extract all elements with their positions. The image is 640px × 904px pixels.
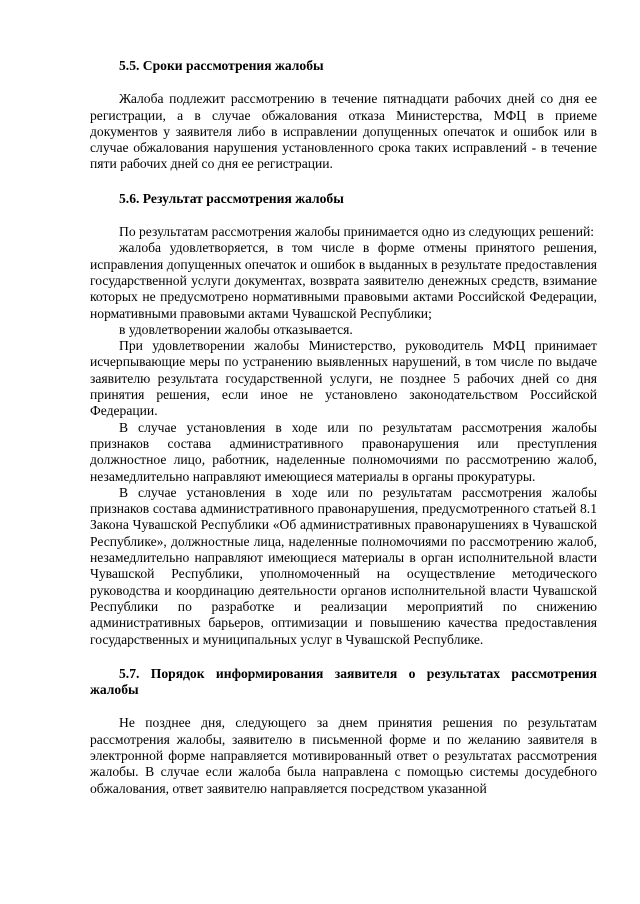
paragraph: При удовлетворении жалобы Министерство, руководитель МФЦ принимает исчерпывающие меры по устранению выявленных нарушений, в том числе по выдаче заявителю результата государственной услуги, не позднее 5 рабочих дней со дня принятия решения, если иное не установлено законодательством Российской Федерации. xyxy=(90,338,597,419)
section-title: 5.6. Результат рассмотрения жалобы xyxy=(119,190,344,206)
paragraph: По результатам рассмотрения жалобы принимается одно из следующих решений: xyxy=(119,224,595,240)
section-title: 5.5. Сроки рассмотрения жалобы xyxy=(119,58,324,73)
section-5-7 xyxy=(90,666,597,797)
section-5-5 xyxy=(90,58,597,173)
paragraph: Жалоба подлежит рассмотрению в течение пятнадцати рабочих дней со дня ее регистрации, а в случае обжалования отказа Министерства, МФЦ в приеме документов у заявителя либо в исправлении допущенных опечаток и ошибок или в случае обжалования нарушения установленного срока таких исправлений - в течение пяти рабочих дней со дня ее регистрации. xyxy=(90,91,597,172)
paragraph: жалоба удовлетворяется, в том числе в форме отмены принятого решения, исправления допущенных опечаток и ошибок в выданных в результате предоставления государственной услуги документах, возврата заявителю денежных средств, взимание которых не предусмотрено нормативными правовыми актами Российской Федерации, нормативными правовыми актами Чувашской Республики; xyxy=(90,240,597,321)
section-5-6 xyxy=(90,191,597,648)
paragraph: Не позднее дня, следующего за днем принятия решения по результатам рассмотрения жалобы, заявителю в письменной форме и по желанию заявителя в электронной форме направляется мотивированный ответ о результатах рассмотрения жалобы. В случае если жалоба была направлена с помощью системы досудебного обжалования, ответ заявителю направляется посредством указанной xyxy=(90,715,597,796)
paragraph: В случае установления в ходе или по результатам рассмотрения жалобы признаков состава административного правонарушения, предусмотренного статьей 8.1 Закона Чувашской Республики «Об административных правонарушениях в Чувашской Республике», должностные лица, наделенные полномочиями по рассмотрению жалоб, незамедлительно направляют имеющиеся материалы в орган исполнительной власти Чувашской Республики, уполномоченный на осуществление методического руководства и координацию деятельности органов исполнительной власти Чувашской Республики по разработке и реализации мероприятий по снижению административных барьеров, оптимизации и повышению качества предоставления государственных и муниципальных услуг в Чувашской Республике. xyxy=(90,484,597,647)
paragraph: в удовлетворении жалобы отказывается. xyxy=(119,321,353,337)
section-title: 5.7. Порядок информирования заявителя о результатах рассмотрения жалобы xyxy=(90,665,597,698)
paragraph: В случае установления в ходе или по результатам рассмотрения жалобы признаков состава административного правонарушения или преступления должностное лицо, работник, наделенные полномочиями по рассмотрению жалоб, незамедлительно направляют имеющиеся материалы в органы прокуратуры. xyxy=(90,419,597,484)
